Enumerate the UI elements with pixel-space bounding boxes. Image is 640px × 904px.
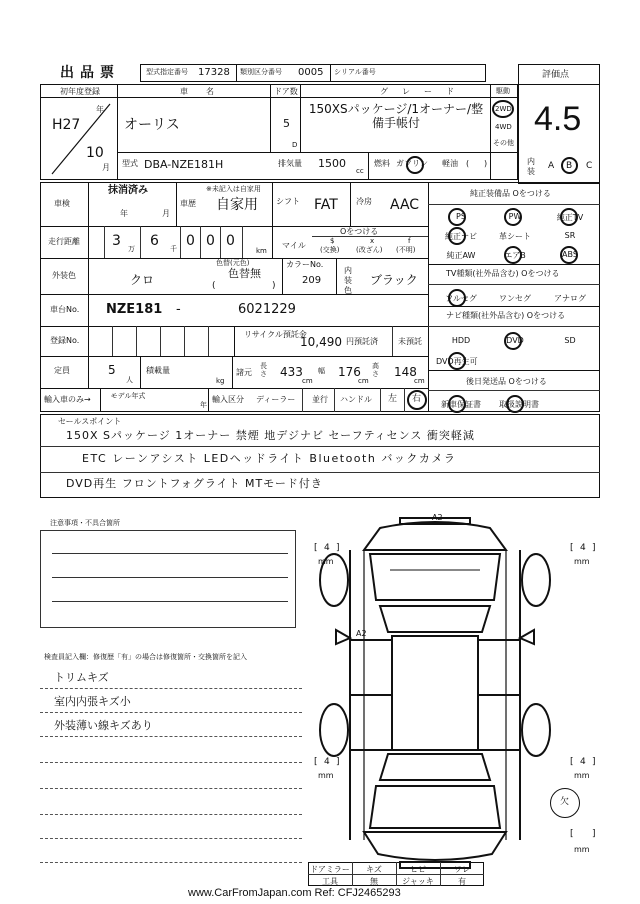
tread-rear-right: 4	[580, 757, 586, 767]
height: 148	[394, 365, 417, 379]
chassis-number: 6021229	[238, 302, 296, 317]
inspection-value: 抹消済み	[108, 185, 148, 196]
equip-abs: ABS	[562, 250, 578, 259]
later-manual: 取扱説明書	[499, 400, 539, 409]
serial-label: シリアル番号	[334, 68, 376, 76]
tv-fullseg: フルセグ	[445, 294, 477, 303]
circle-navi	[448, 227, 466, 245]
interior-color: ブラック	[370, 273, 418, 287]
rating-label: 評価点	[542, 70, 570, 80]
equip-ps: PS	[456, 212, 466, 221]
equip-navi: 純正ナビ	[445, 232, 477, 241]
steering-selected-circle	[407, 390, 427, 410]
grade-text: 150XSパッケージ/1オーナー/整備手帳付	[308, 102, 484, 130]
sales-line-1: 150X Sパッケージ 1オーナー 禁煙 地デジナビ セーフティセンス 衝突軽減	[66, 429, 475, 442]
tv-analog: アナログ	[554, 294, 586, 303]
class-code-label: 類別区分番号	[240, 68, 282, 76]
tread-front-left: 4	[324, 543, 330, 553]
equip-leather: 革シート	[499, 232, 531, 241]
notes-label: 注意事項・不具合箇所	[50, 519, 120, 527]
defect-3: 外装薄い線キズあり	[54, 719, 153, 732]
color-swap: 色替無	[228, 267, 261, 280]
circle-dvd-play	[448, 352, 466, 370]
spare-tire-mark: 欠	[560, 797, 570, 807]
circle-pw	[504, 208, 522, 226]
tv-oneseg: ワンセグ	[499, 294, 531, 303]
mileage-digit-3: 0	[186, 233, 195, 249]
sales-line-3: DVD再生 フロントフォグライト MTモード付き	[66, 477, 323, 490]
later-warranty: 新車保証書	[441, 400, 481, 409]
navi-hdd: HDD	[451, 336, 471, 345]
equip-tv: 純正TV	[556, 213, 584, 222]
ac-type: AAC	[390, 197, 420, 213]
drive-selected-circle	[492, 100, 514, 118]
grade-label: グレード	[380, 87, 468, 96]
circle-warranty	[448, 395, 466, 413]
car-damage-diagram	[310, 510, 560, 880]
first-reg-era: H27	[52, 117, 81, 133]
displacement: 1500	[318, 157, 346, 170]
equip-aw: 純正AW	[446, 251, 476, 260]
circle-tv	[560, 208, 578, 226]
car-name: オーリス	[124, 117, 180, 133]
circle-abs	[560, 246, 578, 264]
tread-front-right: 4	[580, 543, 586, 553]
circle-dvd	[504, 332, 522, 350]
later-shipment-header: 後日発送品 Oをつける	[466, 377, 547, 386]
seating-capacity: 5	[108, 363, 116, 377]
navi-sd: SD	[564, 336, 576, 345]
model-code-label: 型式指定番号	[146, 68, 188, 76]
inspector-note-label: 検査員記入欄：修復歴「有」の場合は修復箇所・交換箇所を記入	[44, 653, 247, 661]
steering-right: 右	[412, 394, 422, 404]
car-name-label: 車名	[180, 87, 232, 96]
footer-watermark: www.CarFromJapan.com Ref: CFJ2465293	[188, 887, 401, 899]
circle-fullseg	[448, 289, 466, 307]
width: 176	[338, 365, 361, 379]
mileage-digit-5: 0	[226, 233, 235, 249]
notes-box	[40, 530, 296, 628]
mileage-digit-4: 0	[206, 233, 215, 249]
tread-rear-left: 4	[324, 757, 330, 767]
mileage-digit-1: 3	[112, 233, 121, 249]
dvd-playback: DVD再生可	[436, 357, 478, 366]
navi-type-header: ナビ種類(社外品含む) Oをつける	[446, 311, 566, 320]
equip-airbag: エアB	[504, 251, 526, 260]
model-type: DBA-NZE181H	[144, 158, 224, 171]
tv-type-header: TV種類(社外品含む) Oをつける	[446, 269, 560, 278]
standard-equipment-header: 純正装備品 Oをつける	[470, 189, 551, 198]
damage-mark-side: A2	[356, 629, 367, 638]
equip-sr: SR	[564, 231, 576, 240]
rating-value: 4.5	[534, 100, 582, 138]
defect-2: 室内内張キズ小	[54, 695, 131, 708]
class-code: 0005	[298, 67, 324, 78]
sales-line-2: ETC レーンアシスト LEDヘッドライト Bluetooth バックカメラ	[82, 452, 457, 465]
defect-1: トリムキズ	[54, 671, 109, 684]
fuel-gasoline: ガソリン	[396, 159, 428, 168]
equip-pw: PW	[508, 212, 522, 221]
navi-dvd: DVD	[506, 336, 524, 345]
chassis-prefix: NZE181	[106, 302, 163, 317]
damage-mark-front: A2	[432, 513, 443, 522]
drive-2wd: 2WD	[495, 105, 512, 113]
recycle-amount: 10,490	[300, 335, 342, 349]
fuel-selected-circle	[406, 156, 424, 174]
shift-type: FAT	[314, 197, 338, 213]
circle-ps	[448, 208, 466, 226]
door-count: 5	[283, 117, 290, 130]
color-code: 209	[302, 275, 322, 286]
model-code: 17328	[198, 67, 230, 78]
circle-airbag	[504, 246, 522, 264]
interior-grade-circle	[561, 157, 578, 174]
first-reg-month: 10	[86, 145, 104, 161]
first-reg-label: 初年度登録	[60, 87, 100, 96]
length: 433	[280, 365, 303, 379]
sheet-title: 出品票	[60, 65, 120, 81]
exterior-color: クロ	[130, 273, 155, 287]
mileage-digit-2: 6	[150, 233, 159, 249]
circle-manual	[506, 395, 524, 413]
usage-history: 自家用	[216, 197, 258, 213]
